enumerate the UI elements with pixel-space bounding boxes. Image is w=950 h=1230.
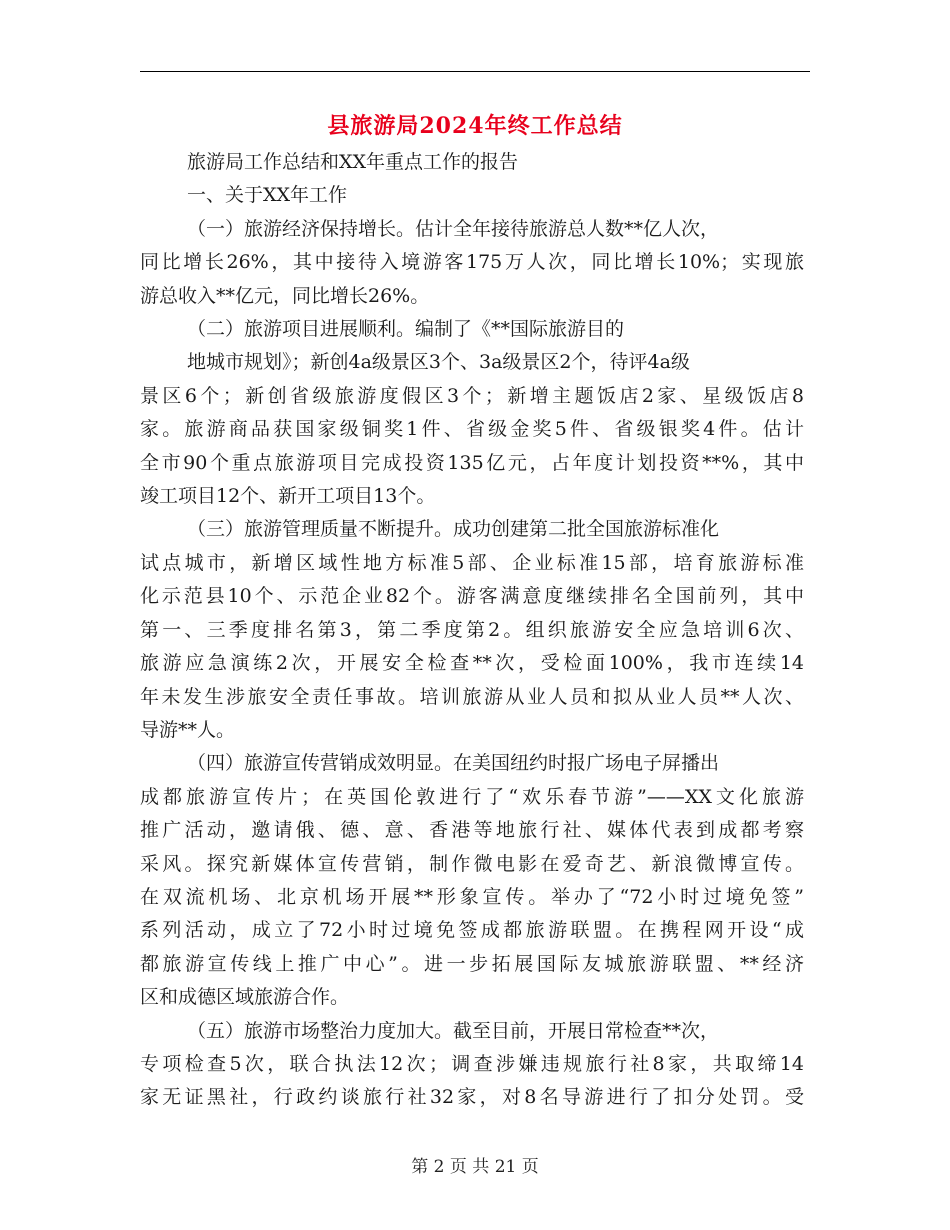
body-line: 同比增长26%，其中接待入境游客175万人次，同比增长10%；实现旅 bbox=[140, 251, 804, 274]
document-title: 县旅游局2024年终工作总结 bbox=[327, 113, 623, 139]
body-line: 导游**人。 bbox=[140, 718, 236, 741]
body-line: 成都旅游宣传片；在英国伦敦进行了“欢乐春节游”——XX文化旅游 bbox=[140, 785, 804, 808]
body-line: 专项检查5次，联合执法12次；调查涉嫌违规旅行社8家，共取缔14 bbox=[140, 1052, 804, 1075]
body-line: 游总收入**亿元，同比增长26%。 bbox=[140, 284, 430, 307]
body-line: 竣工项目12个、新开工项目13个。 bbox=[140, 485, 436, 508]
body-line: 在双流机场、北京机场开展**形象宣传。举办了“72小时过境免签” bbox=[140, 885, 804, 908]
body-line: 第一、三季度排名第3，第二季度第2。组织旅游安全应急培训6次、 bbox=[140, 618, 804, 641]
body-line: （一）旅游经济保持增长。估计全年接待旅游总人数**亿人次， bbox=[187, 217, 720, 240]
body-line: （二）旅游项目进展顺利。编制了《**国际旅游目的 bbox=[187, 318, 625, 341]
body-line: 年未发生涉旅安全责任事故。培训旅游从业人员和拟从业人员**人次、 bbox=[140, 685, 804, 708]
body-line: 都旅游宣传线上推广中心”。进一步拓展国际友城旅游联盟、**经济 bbox=[140, 952, 804, 975]
body-line: 地城市规划》；新创4a级景区3个、3a级景区2个，待评4a级 bbox=[187, 351, 690, 374]
body-line: 一、关于XX年工作 bbox=[187, 184, 348, 207]
body-line: 景区6个；新创省级旅游度假区3个；新增主题饭店2家、星级饭店8 bbox=[140, 384, 804, 407]
body-line: 家无证黑社，行政约谈旅行社32家，对8名导游进行了扣分处罚。受 bbox=[140, 1086, 804, 1109]
document-body bbox=[140, 146, 804, 1115]
body-line: 旅游应急演练2次，开展安全检查**次，受检面100%，我市连续14 bbox=[140, 652, 804, 675]
body-line: 系列活动，成立了72小时过境免签成都旅游联盟。在携程网开设“成 bbox=[140, 919, 804, 942]
body-line: 全市90个重点旅游项目完成投资135亿元，占年度计划投资**%，其中 bbox=[140, 451, 804, 474]
body-line: （四）旅游宣传营销成效明显。在美国纽约时报广场电子屏播出 bbox=[187, 752, 720, 775]
header-rule bbox=[140, 71, 810, 72]
body-line: 区和成德区域旅游合作。 bbox=[140, 986, 350, 1009]
body-line: 试点城市，新增区域性地方标准5部、企业标准15部，培育旅游标准 bbox=[140, 551, 804, 574]
body-line: （三）旅游管理质量不断提升。成功创建第二批全国旅游标准化 bbox=[187, 518, 720, 541]
body-line: 旅游局工作总结和XX年重点工作的报告 bbox=[187, 151, 519, 173]
body-line: 化示范县10个、示范企业82个。游客满意度继续排名全国前列，其中 bbox=[140, 585, 804, 608]
body-line: 推广活动，邀请俄、德、意、香港等地旅行社、媒体代表到成都考察 bbox=[140, 819, 804, 842]
body-line: （五）旅游市场整治力度加大。截至目前，开展日常检查**次， bbox=[187, 1019, 720, 1042]
body-line: 家。旅游商品获国家级铜奖1件、省级金奖5件、省级银奖4件。估计 bbox=[140, 418, 804, 441]
body-line: 采风。探究新媒体宣传营销，制作微电影在爱奇艺、新浪微博宣传。 bbox=[140, 852, 804, 875]
page-number: 第 2 页 共 21 页 bbox=[411, 1157, 539, 1177]
